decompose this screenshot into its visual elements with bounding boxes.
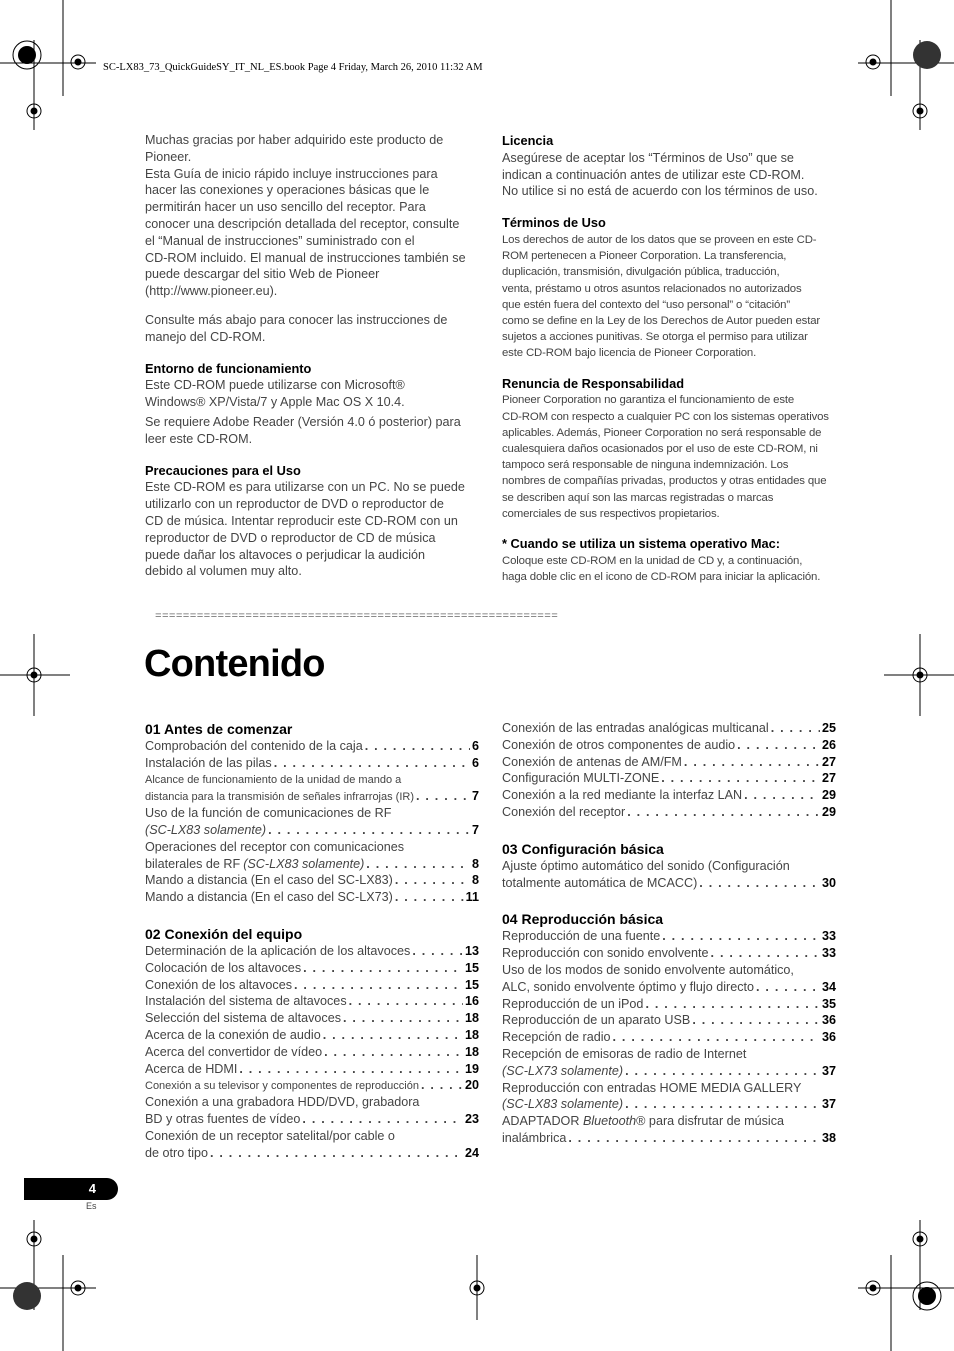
- prec-line: puede dañar los altavoces o perjudicar la audición: [145, 547, 426, 562]
- toc-entry-line[interactable]: Ajuste óptimo automático del sonido (Configuración: [502, 858, 790, 873]
- toc-entry[interactable]: [502, 928, 836, 945]
- toc-entry[interactable]: [145, 1145, 479, 1162]
- prec-line: debido al volumen muy alto.: [145, 564, 302, 579]
- toc-entry-title: Mando a distancia (En el caso del SC-LX73): [145, 890, 393, 905]
- terms-line: ROM pertenecen a Pioneer Corporation. La transferencia,: [502, 250, 787, 263]
- mac-line: Coloque este CD-ROM en la unidad de CD y, a continuación,: [502, 554, 803, 567]
- intro2-line: manejo del CD-ROM.: [145, 329, 266, 344]
- toc-entry[interactable]: [145, 788, 479, 805]
- toc-entry-page: 25: [821, 721, 836, 735]
- disclaimer-line: cualesquiera daños ocasionados por el uso de este CD-ROM, ni: [502, 443, 818, 456]
- toc-entry-page: 20: [464, 1078, 479, 1093]
- intro-line: hacer las conexiones y operaciones básicas que le: [145, 183, 430, 198]
- toc-entry-title: inalámbrica: [502, 1130, 567, 1145]
- env-line: Se requiere Adobe Reader (Versión 4.0 ó posterior) para: [145, 414, 461, 429]
- toc-entry-title: Reproducción de un aparato USB: [502, 1013, 691, 1028]
- toc-entry[interactable]: [145, 943, 479, 960]
- intro-line: el “Manual de instrucciones” suministrado con el: [145, 233, 415, 248]
- toc-entry-page: 27: [821, 771, 836, 786]
- toc-entry-page: 34: [821, 979, 836, 994]
- toc-entry-page: 33: [821, 929, 836, 944]
- toc-entry[interactable]: [145, 872, 479, 889]
- toc-entry[interactable]: [145, 993, 479, 1010]
- disclaimer-line: Pioneer Corporation no garantiza el funcionamiento de este: [502, 394, 795, 407]
- disclaimer-line: se describen aquí son las marcas registradas o marcas: [502, 491, 774, 504]
- toc-entry[interactable]: [145, 738, 479, 755]
- toc-entry-title: ALC, sonido envolvente óptimo y flujo directo: [502, 979, 755, 994]
- toc-entry-page: 38: [821, 1130, 836, 1145]
- toc-entry[interactable]: [145, 977, 479, 994]
- intro-line: Pioneer.: [145, 149, 192, 164]
- disclaimer-line: nombres de compañías privadas, productos y otras entidades que: [502, 475, 827, 488]
- toc-section-heading: 02 Conexión del equipo: [145, 925, 303, 942]
- toc-entry-page: 15: [464, 960, 479, 975]
- toc-entry-title: BD y otras fuentes de vídeo: [145, 1111, 301, 1126]
- toc-entry-page: 24: [464, 1145, 479, 1160]
- toc-entry[interactable]: [145, 755, 479, 772]
- mac-line: haga doble clic en el icono de CD-ROM para iniciar la aplicación.: [502, 571, 821, 584]
- toc-entry-title: (SC-LX83 solamente): [145, 822, 267, 837]
- prec-line: CD de música. Intentar reproducir este CD-ROM con un: [145, 513, 458, 528]
- toc-entry-title: Mando a distancia (En el caso del SC-LX83): [145, 873, 393, 888]
- disclaimer-line: tampoco será responsable de ninguna indemnización. Los: [502, 459, 789, 472]
- toc-entry[interactable]: [145, 889, 479, 906]
- toc-entry-title: Conexión de los altavoces: [145, 977, 293, 992]
- toc-entry-page: 33: [821, 946, 836, 961]
- toc-right-column: [502, 720, 836, 1147]
- toc-entry-title: distancia para la transmisión de señales infrarrojas (IR): [145, 791, 415, 804]
- disclaimer-line: aplicables. Además, Pioneer Corporation no será responsable de: [502, 426, 822, 439]
- prec-line: Este CD-ROM es para utilizarse con un PC. No se puede: [145, 480, 465, 495]
- toc-entry-page: 8: [471, 873, 479, 888]
- toc-entry-page: 36: [821, 1030, 836, 1045]
- toc-entry-title: de otro tipo: [145, 1145, 209, 1160]
- toc-entry-title: Comprobación del contenido de la caja: [145, 739, 363, 753]
- toc-entry-page: 36: [821, 1013, 836, 1028]
- toc-entry-page: 29: [821, 788, 836, 803]
- toc-entry-title: Conexión de antenas de AM/FM: [502, 754, 682, 769]
- intro2-line: Consulte más abajo para conocer las instrucciones de: [145, 312, 448, 327]
- intro-line: (http://www.pioneer.eu).: [145, 284, 278, 299]
- toc-entry-text-italic: Bluetooth: [582, 1114, 637, 1129]
- toc-entry-page: 11: [465, 890, 479, 905]
- toc-entry[interactable]: [502, 787, 836, 804]
- precautions-heading: Precauciones para el Uso: [145, 462, 301, 478]
- toc-entry-title: Conexión del receptor: [502, 804, 626, 819]
- toc-entry-title: Conexión a la red mediante la interfaz LAN: [502, 788, 743, 803]
- env-heading: Entorno de funcionamiento: [145, 360, 312, 376]
- toc-entry-line[interactable]: Recepción de emisoras de radio de Internet: [502, 1046, 747, 1061]
- toc-entry-page: 26: [821, 737, 836, 752]
- toc-left-column: [145, 720, 479, 1161]
- toc-entry-title: Recepción de radio: [502, 1030, 611, 1045]
- intro-line: permitirán hacer un uso sencillo del receptor. Para: [145, 200, 426, 215]
- prec-line: utilizarlo con un reproductor de DVD o reproductor de: [145, 497, 444, 512]
- toc-entry[interactable]: [502, 1130, 836, 1147]
- toc-entry-page: 18: [464, 1011, 479, 1026]
- intro-line: conocer una descripción detallada del receptor, consulte: [145, 216, 460, 231]
- toc-entry[interactable]: [502, 979, 836, 996]
- toc-entry[interactable]: [145, 822, 479, 839]
- toc-entry-line[interactable]: Uso de la función de comunicaciones de RF: [145, 806, 392, 821]
- license-line: No utilice si no está de acuerdo con los términos de uso.: [502, 184, 818, 199]
- toc-entry[interactable]: [145, 1044, 479, 1061]
- license-line: Asegúrese de aceptar los “Términos de Uso” que se: [502, 150, 794, 165]
- toc-section-heading: 03 Configuración básica: [502, 840, 664, 857]
- terms-line: como se define en la Ley de los Derechos de Autor pueden estar: [502, 315, 821, 327]
- terms-line: este CD-ROM bajo licencia de Pioneer Corporation.: [502, 347, 757, 360]
- toc-entry-page: 7: [471, 822, 479, 837]
- intro-line: CD-ROM incluido. El manual de instrucciones también se: [145, 250, 466, 265]
- toc-entry-page: 18: [464, 1044, 479, 1059]
- env-line: Windows® XP/Vista/7 y Apple Mac OS X 10.4.: [145, 395, 405, 410]
- toc-entry-title: Acerca del convertidor de vídeo: [145, 1044, 323, 1059]
- toc-entry-title-italic: (SC-LX83 solamente): [243, 856, 365, 871]
- toc-entry-title: (SC-LX83 solamente): [502, 1097, 624, 1112]
- toc-entry-line[interactable]: Alcance de funcionamiento de la unidad de mando a: [145, 773, 402, 786]
- toc-entry-line[interactable]: Uso de los modos de sonido envolvente automático,: [502, 962, 794, 977]
- terms-line: que estén fuera del contexto del “uso personal” o “citación”: [502, 298, 790, 311]
- mac-heading: * Cuando se utiliza un sistema operativo Mac:: [502, 536, 781, 552]
- toc-entry-page: 15: [464, 977, 479, 992]
- toc-entry-page: 37: [821, 1063, 836, 1078]
- env-line: Este CD-ROM puede utilizarse con Microsoft®: [145, 378, 405, 393]
- terms-line: sujetos a acciones punitivas. Se otorga el permiso para utilizar: [502, 331, 808, 344]
- toc-entry-page: 16: [464, 994, 479, 1009]
- toc-entry-page: 30: [821, 875, 836, 890]
- toc-entry[interactable]: [145, 1077, 479, 1094]
- toc-entry-title: Colocación de los altavoces: [145, 960, 302, 975]
- toc-section-heading: 01 Antes de comenzar: [145, 721, 293, 737]
- toc-entry[interactable]: [502, 1029, 836, 1046]
- toc-entry-title: Selección del sistema de altavoces: [145, 1011, 342, 1026]
- left-intro-column: [145, 132, 479, 580]
- toc-entry-page: 37: [821, 1097, 836, 1112]
- license-line: indican a continuación antes de utilizar este CD-ROM.: [502, 167, 805, 182]
- toc-entry-page: 8: [471, 856, 479, 871]
- intro-line: puede descargar del sitio Web de Pioneer: [145, 267, 380, 282]
- toc-entry-title: Reproducción de un iPod: [502, 996, 644, 1011]
- toc-entry-title: bilaterales de RF: [145, 856, 241, 871]
- toc-entry-page: 6: [471, 739, 479, 753]
- toc-entry-title: Conexión a su televisor y componentes de reproducción: [145, 1080, 419, 1093]
- prec-line: reproductor de DVD o reproductor de CD de música: [145, 530, 436, 545]
- toc-entry[interactable]: [502, 720, 836, 737]
- disclaimer-heading: Renuncia de Responsabilidad: [502, 375, 685, 391]
- toc-entry-page: 13: [464, 943, 479, 958]
- toc-entry-title: Reproducción con sonido envolvente: [502, 946, 709, 961]
- toc-entry-line[interactable]: [502, 1113, 836, 1130]
- toc-entry[interactable]: [502, 1012, 836, 1029]
- toc-entry-title: totalmente automática de MCACC): [502, 875, 698, 890]
- terms-line: Los derechos de autor de los datos que se proveen en este CD-: [502, 233, 817, 246]
- toc-entry-page: 18: [464, 1027, 479, 1042]
- toc-entry-title: Configuración MULTI-ZONE: [502, 771, 660, 786]
- toc-entry[interactable]: [145, 1111, 479, 1128]
- toc-entry-line[interactable]: Operaciones del receptor con comunicaciones: [145, 839, 405, 854]
- env-line: leer este CD-ROM.: [145, 431, 253, 446]
- terms-line: duplicación, transmisión, divulgación pública, traducción,: [502, 266, 780, 279]
- toc-entry[interactable]: [502, 996, 836, 1013]
- toc-entry[interactable]: [502, 1096, 836, 1113]
- print-header: SC-LX83_73_QuickGuideSY_IT_NL_ES.book Page 4 Friday, March 26, 2010 11:32 AM: [103, 62, 483, 73]
- toc-entry-title: Acerca de HDMI: [145, 1061, 238, 1076]
- disclaimer-line: CD-ROM con respecto a cualquier PC con los sistemas operativos: [502, 410, 829, 423]
- toc-entry[interactable]: [502, 754, 836, 771]
- intro-line: Esta Guía de inicio rápido incluye instrucciones para: [145, 166, 438, 181]
- page-number-tab: [24, 1178, 118, 1200]
- toc-entry[interactable]: [502, 804, 836, 821]
- toc-entry-page: 6: [471, 755, 479, 770]
- toc-entry-page: 19: [464, 1061, 479, 1076]
- toc-entry[interactable]: [502, 770, 836, 787]
- toc-entry[interactable]: [502, 737, 836, 754]
- terms-heading: Términos de Uso: [502, 215, 606, 231]
- toc-section-heading: 04 Reproducción básica: [502, 911, 664, 928]
- toc-entry-text: ® para disfrutar de música: [636, 1114, 785, 1129]
- page-title: Contenido: [144, 643, 325, 685]
- terms-line: venta, préstamo u otros asuntos relacionados no autorizados: [502, 282, 802, 295]
- toc-entry-text: ADAPTADOR: [502, 1114, 583, 1129]
- toc-entry-line[interactable]: Conexión de un receptor satelital/por cable o: [145, 1128, 395, 1143]
- toc-entry-page: 23: [464, 1111, 479, 1126]
- toc-entry[interactable]: [145, 1027, 479, 1044]
- toc-entry-title: Instalación de las pilas: [145, 755, 272, 770]
- separator-line: ==========================================================: [155, 611, 559, 623]
- license-heading: Licencia: [502, 133, 554, 148]
- toc-entry-title: Conexión de las entradas analógicas multicanal: [502, 721, 769, 735]
- toc-entry-page: 27: [821, 754, 836, 769]
- toc-entry-title: (SC-LX73 solamente): [502, 1063, 624, 1078]
- right-intro-column: [502, 133, 836, 585]
- toc-entry[interactable]: [502, 1063, 836, 1080]
- toc-entry-title: Reproducción de una fuente: [502, 929, 661, 944]
- toc-entry-line[interactable]: Conexión a una grabadora HDD/DVD, grabadora: [145, 1095, 420, 1110]
- toc-entry-title: Acerca de la conexión de audio: [145, 1027, 321, 1042]
- toc-entry[interactable]: [145, 1061, 479, 1078]
- page-number: 4: [88, 1181, 96, 1196]
- intro-line: Muchas gracias por haber adquirido este producto de: [145, 133, 444, 147]
- toc-entry[interactable]: [145, 1010, 479, 1027]
- disclaimer-line: comerciales de sus respectivos propietarios.: [502, 507, 720, 520]
- toc-entry-title: Conexión de otros componentes de audio: [502, 737, 736, 752]
- toc-entry-line[interactable]: Reproducción con entradas HOME MEDIA GALLERY: [502, 1080, 802, 1095]
- toc-entry-page: 7: [471, 789, 479, 804]
- toc-entry[interactable]: [145, 960, 479, 977]
- toc-entry[interactable]: [502, 875, 836, 892]
- toc-entry-page: 35: [821, 996, 836, 1011]
- toc-entry-page: 29: [821, 804, 836, 819]
- toc-entry-title: Instalación del sistema de altavoces: [145, 994, 347, 1009]
- toc-entry[interactable]: [145, 856, 479, 873]
- toc-entry[interactable]: [502, 945, 836, 962]
- language-code: Es: [86, 1201, 97, 1211]
- toc-entry-title: Determinación de la aplicación de los altavoces: [145, 943, 411, 958]
